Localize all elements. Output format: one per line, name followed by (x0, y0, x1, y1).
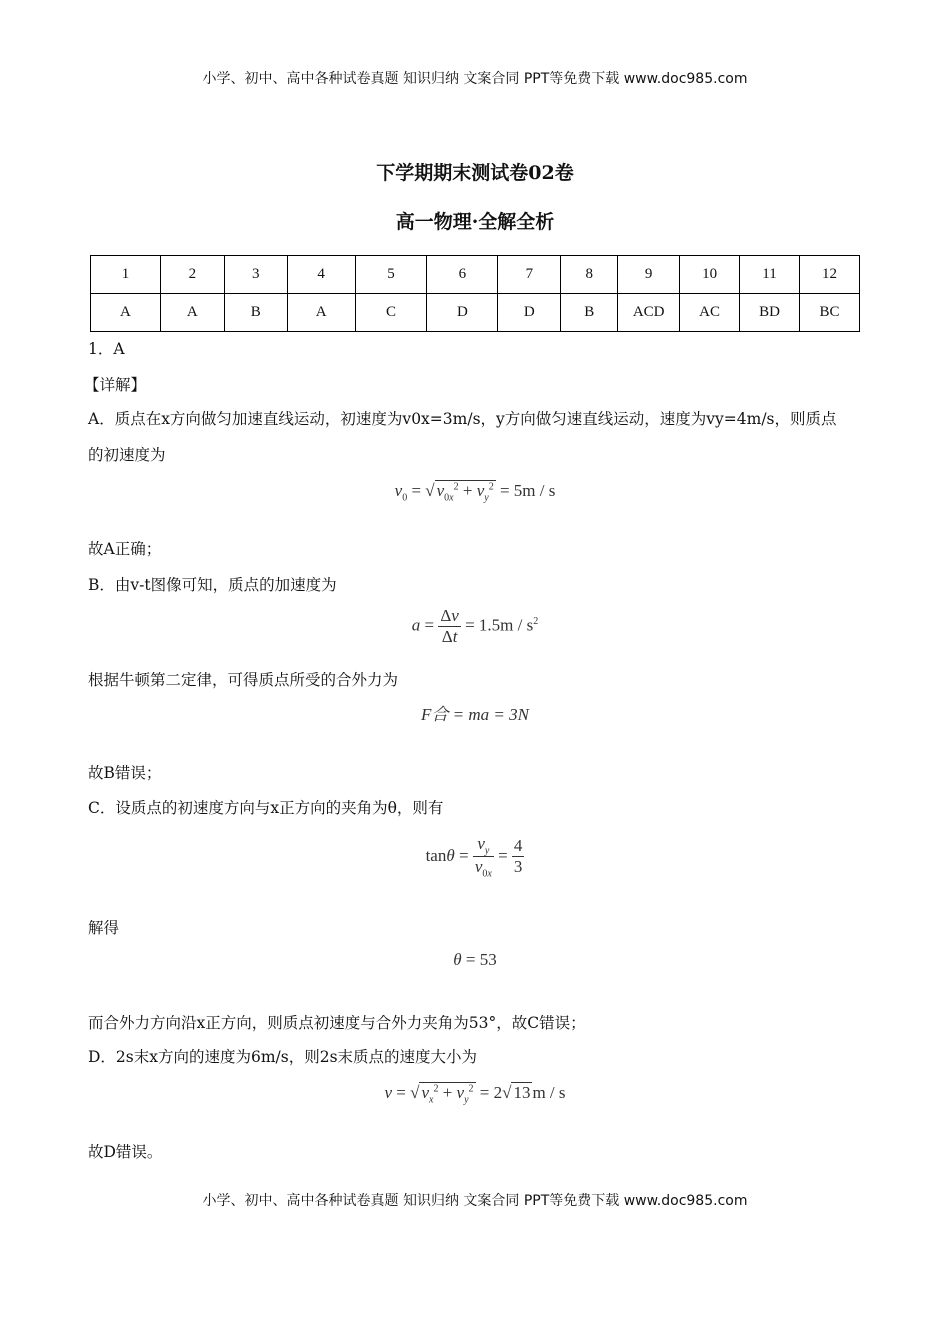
answer-key-row (91, 294, 860, 332)
question-number-cell: 8 (561, 256, 618, 294)
question-number-cell: 7 (498, 256, 561, 294)
answer-key-cell: AC (680, 294, 740, 332)
question-number-row (91, 256, 860, 294)
solve-label: 解得 (88, 919, 120, 937)
answer-key-cell: D (498, 294, 561, 332)
answer-key-cell: B (224, 294, 287, 332)
question-number-cell: 12 (799, 256, 859, 294)
option-d-text: D．2s末x方向的速度为6m/s，则2s末质点的速度大小为 (88, 1048, 478, 1066)
option-b-text-2: 根据牛顿第二定律，可得质点所受的合外力为 (88, 671, 399, 689)
question-1-answer: 1．A (88, 340, 125, 358)
equation-force: F合 = ma = 3N (421, 705, 529, 724)
question-number-cell: 11 (740, 256, 800, 294)
answer-key-cell: A (91, 294, 161, 332)
page-title: 下学期期末测试卷02卷 (376, 162, 574, 184)
question-number-cell: 10 (680, 256, 740, 294)
answer-key-cell: BC (799, 294, 859, 332)
question-number-cell: 3 (224, 256, 287, 294)
equation-acceleration: a = $\frac{\Delta v}{\Delta t}$ = $1.5m / s^2$ (411, 606, 539, 646)
answer-key-cell: D (427, 294, 498, 332)
option-b-text: B．由v-t图像可知，质点的加速度为 (88, 576, 337, 594)
answer-key-cell: BD (740, 294, 800, 332)
question-number-cell: 4 (287, 256, 355, 294)
page-footer: 小学、初中、高中各种试卷真题 知识归纳 文案合同 PPT等免费下载 www.doc985.com (202, 1193, 748, 1209)
answer-key-cell: C (355, 294, 427, 332)
answer-key-cell: A (287, 294, 355, 332)
detail-heading: 【详解】 (84, 376, 147, 394)
option-a-text: A．质点在x方向做匀加速直线运动，初速度为v0x=3m/s，y方向做匀速直线运动，速度为vy=4m/s，则质点 (88, 410, 837, 428)
equation-initial-velocity: $v_0$ = √ $v_{0x}^2 + v_y^2 = 5m / s$ (394, 481, 556, 504)
equation-tan: tanθ = $\frac{v_y}{v_{0x}}$ = $\frac{4}{3}$ (425, 834, 523, 880)
option-c-conclusion: 而合外力方向沿x正方向，则质点初速度与合外力夹角为53°，故C错误； (88, 1014, 586, 1032)
equation-velocity: v = √ $v_x^2 + v_y^2 = 2√$ 13 m / s (384, 1083, 566, 1106)
answer-key-cell: ACD (618, 294, 680, 332)
option-a-conclusion: 故A正确； (88, 540, 162, 558)
question-number-cell: 2 (160, 256, 224, 294)
option-c-text: C．设质点的初速度方向与x正方向的夹角为θ，则有 (88, 799, 444, 817)
option-a-text-cont: 的初速度为 (88, 446, 166, 464)
question-number-cell: 1 (91, 256, 161, 294)
answer-key-cell: A (160, 294, 224, 332)
question-number-cell: 6 (427, 256, 498, 294)
page-subtitle: 高一物理·全解全析 (395, 211, 555, 233)
answer-key-cell: B (561, 294, 618, 332)
question-number-cell: 5 (355, 256, 427, 294)
answer-table (90, 255, 860, 332)
page-header: 小学、初中、高中各种试卷真题 知识归纳 文案合同 PPT等免费下载 www.doc985.com (202, 71, 748, 87)
question-number-cell: 9 (618, 256, 680, 294)
option-d-conclusion: 故D错误。 (88, 1143, 163, 1161)
option-b-conclusion: 故B错误； (88, 764, 162, 782)
equation-theta: θ = 53 (453, 950, 497, 969)
